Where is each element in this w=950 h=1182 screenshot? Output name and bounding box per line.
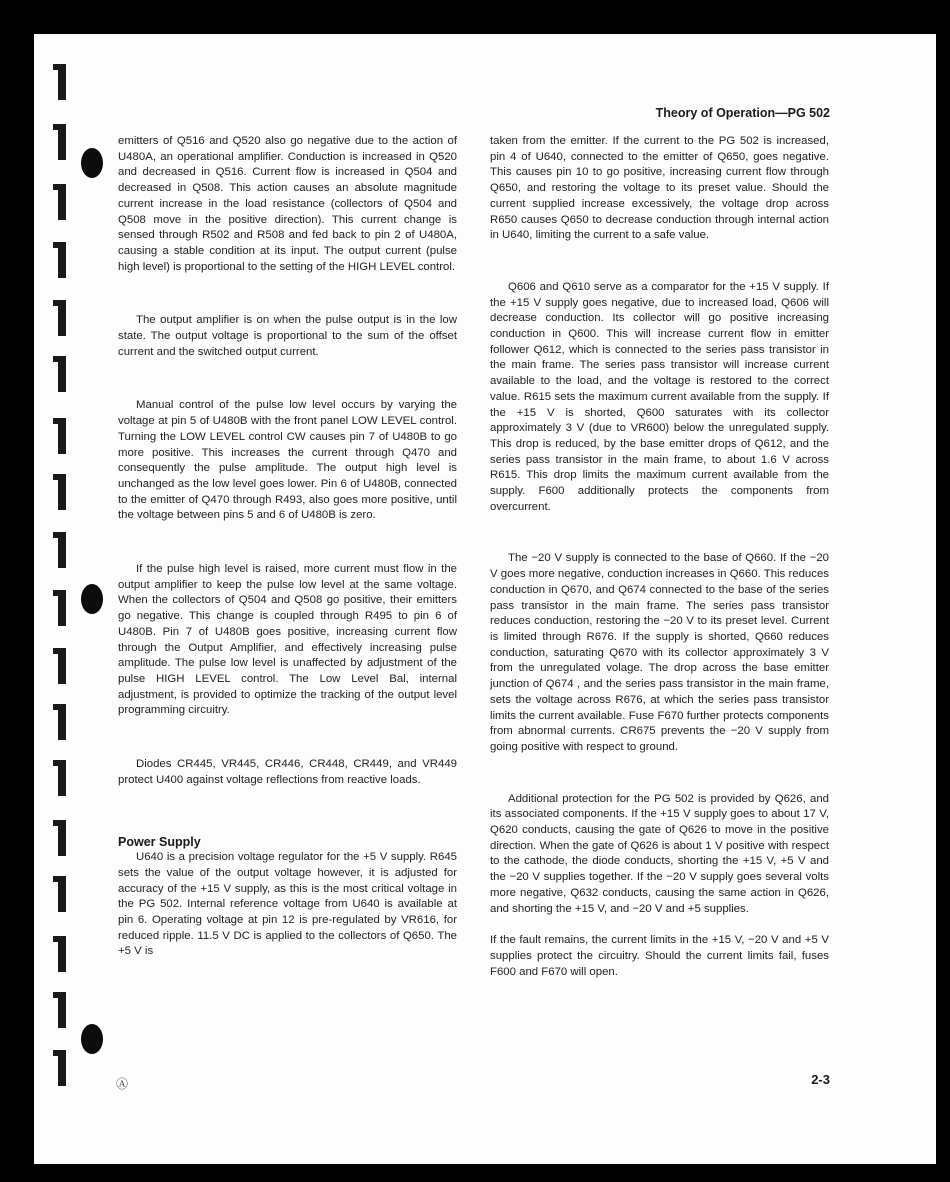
document-page	[34, 34, 936, 1164]
binding-tab	[58, 992, 66, 1028]
binding-tab	[58, 876, 66, 912]
binding-tab	[58, 936, 66, 972]
binding-tab	[58, 760, 66, 796]
body-paragraph: U640 is a precision voltage regulator for the +5 V supply. R645 sets the value of the output voltage however, it is adjusted for accuracy of the +15 V supply, as this is the most critical voltage in the PG 502. Internal reference voltage from U640 is available at pin 6. Operating voltage at pin 12 is pre-regulated by VR616, for reduced ripple. 11.5 V DC is applied to the collectors of Q650. The +5 V is	[118, 851, 457, 958]
punch-hole	[81, 148, 103, 178]
body-paragraph: The output amplifier is on when the pulse output is in the low state. The output voltage is proportional to the sum of the offset current and the switched output current.	[118, 314, 457, 358]
binding-tab	[58, 820, 66, 856]
body-paragraph: Additional protection for the PG 502 is provided by Q626, and its associated components. If the +15 V supply goes to about 17 V, Q620 conducts, causing the gate of Q626 to move in the positive direction. When the gate of Q626 is about 1 V positive with respect to the cathode, the diode conducts, shorting the +15 V, +5 V and the −20 V supplies together. If the −20 V supply goes several volts more negative, Q632 conducts, causing the same action in Q626, and shorting the +15 V, and −20 V and +5 supplies.	[490, 792, 829, 915]
binding-tab	[58, 648, 66, 684]
body-paragraph: taken from the emitter. If the current to the PG 502 is increased, pin 4 of U640, connected to the emitter of Q650, goes negative. This causes pin 10 to go positive, increasing current flow through Q650, and restoring the voltage to its preset value. Should the current supplied increase excessively, the voltage drop across R650 causes Q650 to decrease conduction through internal action in U640, limiting the current to a safe value.	[490, 135, 829, 242]
binding-tab	[58, 704, 66, 740]
body-paragraph: Q606 and Q610 serve as a comparator for the +15 V supply. If the +15 V supply goes negative, due to increased load, Q606 will decrease conduction. Its collector will go positive increasing conduction in Q600. This will increase current flow in emitter follower Q612, which is connected to the series pass transistor in the main frame. The series pass transistor will increase current available to the load, and the voltage is restored to the correct value. R615 sets the maximum current available from the supply. If the +15 V is shorted, Q600 saturates with its collector approximately 3 V (due to VR600) below the unregulated supply. This drop is reduced, by the base emitter drops of Q612, and the series pass transistor in the main frame, to about 1.6 V across R615. This drop limits the maximum current available from the supply. F600 additionally protects the components from overcurrent.	[490, 280, 829, 513]
binding-tab	[58, 356, 66, 392]
punch-hole	[81, 584, 103, 614]
body-paragraph: emitters of Q516 and Q520 also go negative due to the action of U480A, an operational amplifier. Conduction is increased in Q520 and decreased in Q516. Current flow is increased in Q504 and decreased in Q508. This action causes an absolute magnitude current increase in the load resistance (collectors of Q504 and Q508 move in the positive direction). This current change is sensed through R502 and R508 and fed back to pin 2 of U480A, causing a stable condition at its input. The output current (pulse high level) is proportional to the setting of the HIGH LEVEL control.	[118, 135, 457, 273]
revision-mark: Ⓐ	[116, 1077, 129, 1091]
binding-tab	[58, 124, 66, 160]
binding-tab	[58, 300, 66, 336]
body-paragraph: The −20 V supply is connected to the base of Q660. If the −20 V goes more negative, conduction increases in Q660. This reduces conduction in Q670, and Q674 connected to the base of the series pass transistor in the main frame. The series pass transistor reduces conduction, restoring the −20 V to its preset level. Current is limited through R676. If the supply is shorted, Q660 reduces conduction, saturating Q670 with its collector approximately 3 V from the unregulated volage. The drop across the base emitter junction of Q674 , and the series pass transistor in the main frame, sets the voltage across R676, at which the series pass transistor limits the current available. Fuse F670 further protects components from abnormal currents. CR675 prevents the −20 V supply from going positive with respect to ground.	[490, 552, 829, 753]
body-paragraph: Diodes CR445, VR445, CR446, CR448, CR449, and VR449 protect U400 against voltage reflections from reactive loads.	[118, 758, 457, 786]
body-paragraph: If the fault remains, the current limits in the +15 V, −20 V and +5 V supplies protect the circuitry. Should the current limits fail, fuses F600 and F670 will open.	[490, 934, 829, 978]
left-column	[118, 134, 457, 960]
binding-margin	[34, 34, 94, 1164]
binding-tab	[58, 474, 66, 510]
right-column	[490, 134, 829, 980]
binding-tab	[58, 242, 66, 278]
binding-tab	[58, 418, 66, 454]
binding-tab	[58, 64, 66, 100]
section-heading: Power Supply	[118, 834, 201, 849]
binding-tab	[58, 1050, 66, 1086]
page-number: 2-3	[811, 1072, 830, 1087]
punch-hole	[81, 1024, 103, 1054]
body-paragraph: If the pulse high level is raised, more current must flow in the output amplifier to keep the pulse low level at the same voltage. When the collectors of Q504 and Q508 go positive, their emitters go negative. This change is coupled through R495 to pin 6 of U480B. Pin 7 of U480B goes positive, increasing current flow through the Output Amplifier, and effectively increasing pulse amplitude. The pulse low level is unaffected by adjustment of the pulse HIGH LEVEL control. The Low Level Bal, internal adjustment, is provided to optimize the tracking of the output level programming circuitry.	[118, 563, 457, 717]
binding-tab	[58, 184, 66, 220]
running-title: Theory of Operation—PG 502	[655, 106, 830, 120]
binding-tab	[58, 590, 66, 626]
binding-tab	[58, 532, 66, 568]
body-paragraph: Manual control of the pulse low level occurs by varying the voltage at pin 5 of U480B with the front panel LOW LEVEL control. Turning the LOW LEVEL control CW causes pin 7 of U480B to go more positive. This increases the current through Q470 and consequently the pulse amplitude. The output high level is unchanged as the low level goes lower. Pin 6 of U480B, connected to the emitter of Q470 through R493, also goes more positive, until the voltage between pins 5 and 6 of U480B is zero.	[118, 399, 457, 522]
